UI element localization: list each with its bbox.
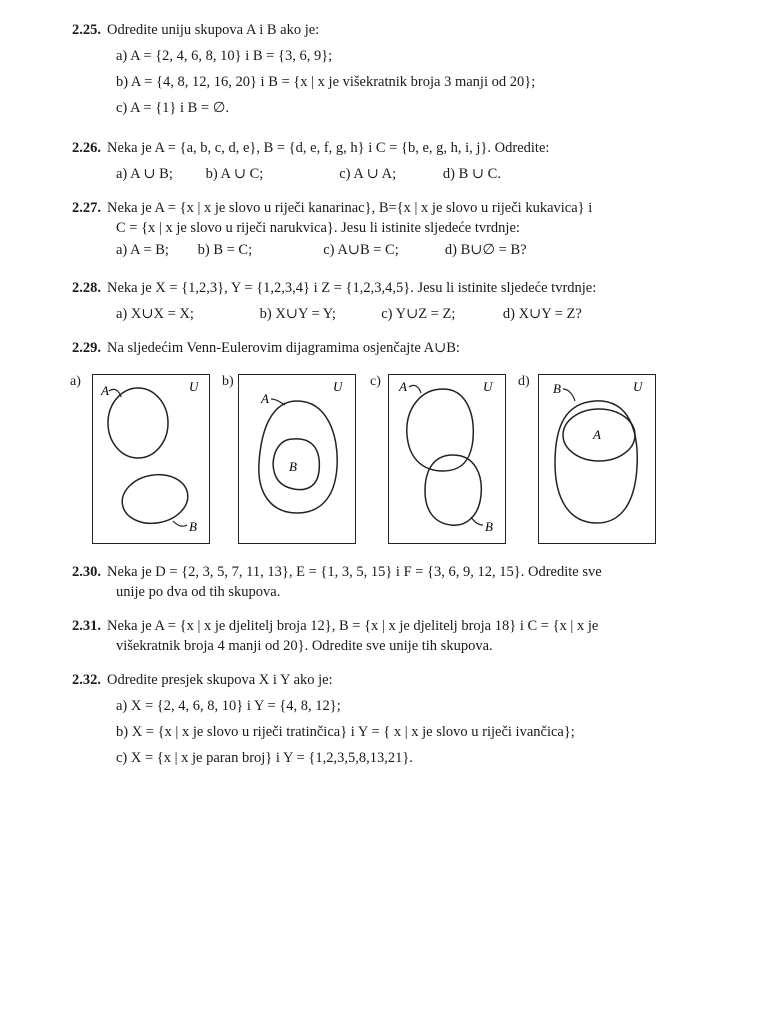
subitem-b: b) A = {4, 8, 12, 16, 20} i B = {x | x je višekratnik broja 3 manji od 20}; <box>116 74 536 90</box>
universe-label: U <box>333 379 343 394</box>
subitem-a: a) A = B; <box>116 242 169 258</box>
venn-label-a: a) <box>70 374 81 389</box>
subitem-c: c) X = {x | x je paran broj} i Y = {1,2,3,5,8,13,21}. <box>116 750 413 766</box>
subitem-a: a) X = {2, 4, 6, 8, 10} i Y = {4, 8, 12}; <box>116 698 341 714</box>
problem-number: 2.32. <box>72 672 101 688</box>
problem-2-25 <box>72 20 672 118</box>
problem-stem-continued: višekratnik broja 4 manji od 20}. Odredite sve unije tih skupova. <box>116 638 493 654</box>
subitem-b: b) B = C; <box>197 242 253 258</box>
venn-diagram-d-drawing <box>539 375 655 543</box>
subitem-c: c) A = {1} i B = ∅. <box>116 100 229 116</box>
problem-number: 2.31. <box>72 618 101 634</box>
subitem-d: d) B∪∅ = B? <box>444 242 527 258</box>
venn-diagram-a-drawing <box>93 375 209 543</box>
subitem-a: a) X∪X = X; <box>116 306 194 322</box>
set-a-label: A <box>261 391 269 406</box>
problem-stem: Neka je A = {x | x je slovo u riječi kanarinac}, B={x | x je slovo u riječi kukavica} i <box>107 200 593 216</box>
subitem-a: a) A ∪ B; <box>116 166 173 182</box>
problem-2-31 <box>72 616 672 656</box>
subitem-c: c) A∪B = C; <box>323 242 399 258</box>
set-a-label: A <box>101 383 109 398</box>
venn-diagrams <box>70 372 680 552</box>
problem-stem: Neka je X = {1,2,3}, Y = {1,2,3,4} i Z = {1,2,3,4,5}. Jesu li istinite sljedeće tvrdnje: <box>107 280 597 296</box>
subitem-b: b) X∪Y = Y; <box>259 306 336 322</box>
set-b-label: B <box>485 519 493 534</box>
venn-diagram-b <box>238 374 356 544</box>
venn-diagram-b-drawing <box>239 375 355 543</box>
problem-stem: Na sljedećim Venn-Eulerovim dijagramima osjenčajte A∪B: <box>107 340 460 356</box>
venn-label-b: b) <box>222 374 234 389</box>
problem-2-29 <box>72 338 672 358</box>
venn-diagram-c <box>388 374 506 544</box>
venn-diagram-a <box>92 374 210 544</box>
problem-stem: Odredite uniju skupova A i B ako je: <box>107 22 320 38</box>
subitem-d: d) X∪Y = Z? <box>502 306 582 322</box>
subitems-row <box>72 304 672 324</box>
venn-diagram-d <box>538 374 656 544</box>
set-a-label: A <box>593 427 601 442</box>
problem-number: 2.26. <box>72 140 101 156</box>
subitems-row <box>72 240 672 260</box>
problem-stem: Neka je D = {2, 3, 5, 7, 11, 13}, E = {1, 3, 5, 15} i F = {3, 6, 9, 12, 15}. Odredite sve <box>107 564 602 580</box>
set-b-label: B <box>289 459 297 474</box>
subitems-row <box>72 164 672 184</box>
problem-2-27 <box>72 198 672 260</box>
problem-stem-continued: C = {x | x je slovo u riječi narukvica}. Jesu li istinite sljedeće tvrdnje: <box>116 220 520 236</box>
problem-2-28 <box>72 278 672 324</box>
problem-stem: Odredite presjek skupova X i Y ako je: <box>107 672 333 688</box>
subitem-c: c) A ∪ A; <box>339 166 397 182</box>
universe-label: U <box>483 379 493 394</box>
subitem-b: b) A ∪ C; <box>205 166 264 182</box>
venn-diagram-c-drawing <box>389 375 505 543</box>
subitem-d: d) B ∪ C. <box>442 166 501 182</box>
problem-2-26 <box>72 138 672 184</box>
subitem-a: a) A = {2, 4, 6, 8, 10} i B = {3, 6, 9}; <box>116 48 333 64</box>
set-b-label: B <box>189 519 197 534</box>
problem-number: 2.27. <box>72 200 101 216</box>
universe-label: U <box>189 379 199 394</box>
problem-stem-continued: unije po dva od tih skupova. <box>116 584 281 600</box>
venn-label-c: c) <box>370 374 381 389</box>
set-b-label: B <box>553 381 561 396</box>
problem-stem: Neka je A = {a, b, c, d, e}, B = {d, e, f, g, h} i C = {b, e, g, h, i, j}. Odredite: <box>107 140 550 156</box>
universe-label: U <box>633 379 643 394</box>
problem-number: 2.30. <box>72 564 101 580</box>
subitem-b: b) X = {x | x je slovo u riječi tratinčica} i Y = { x | x je slovo u riječi ivančica}; <box>116 724 575 740</box>
problem-stem: Neka je A = {x | x je djelitelj broja 12}, B = {x | x je djelitelj broja 18} i C = {x | x je <box>107 618 599 634</box>
problem-number: 2.25. <box>72 22 101 38</box>
venn-label-d: d) <box>518 374 530 389</box>
problem-2-30 <box>72 562 672 602</box>
problem-number: 2.29. <box>72 340 101 356</box>
set-a-label: A <box>399 379 407 394</box>
problem-number: 2.28. <box>72 280 101 296</box>
subitem-c: c) Y∪Z = Z; <box>381 306 456 322</box>
problem-2-32 <box>72 670 672 768</box>
